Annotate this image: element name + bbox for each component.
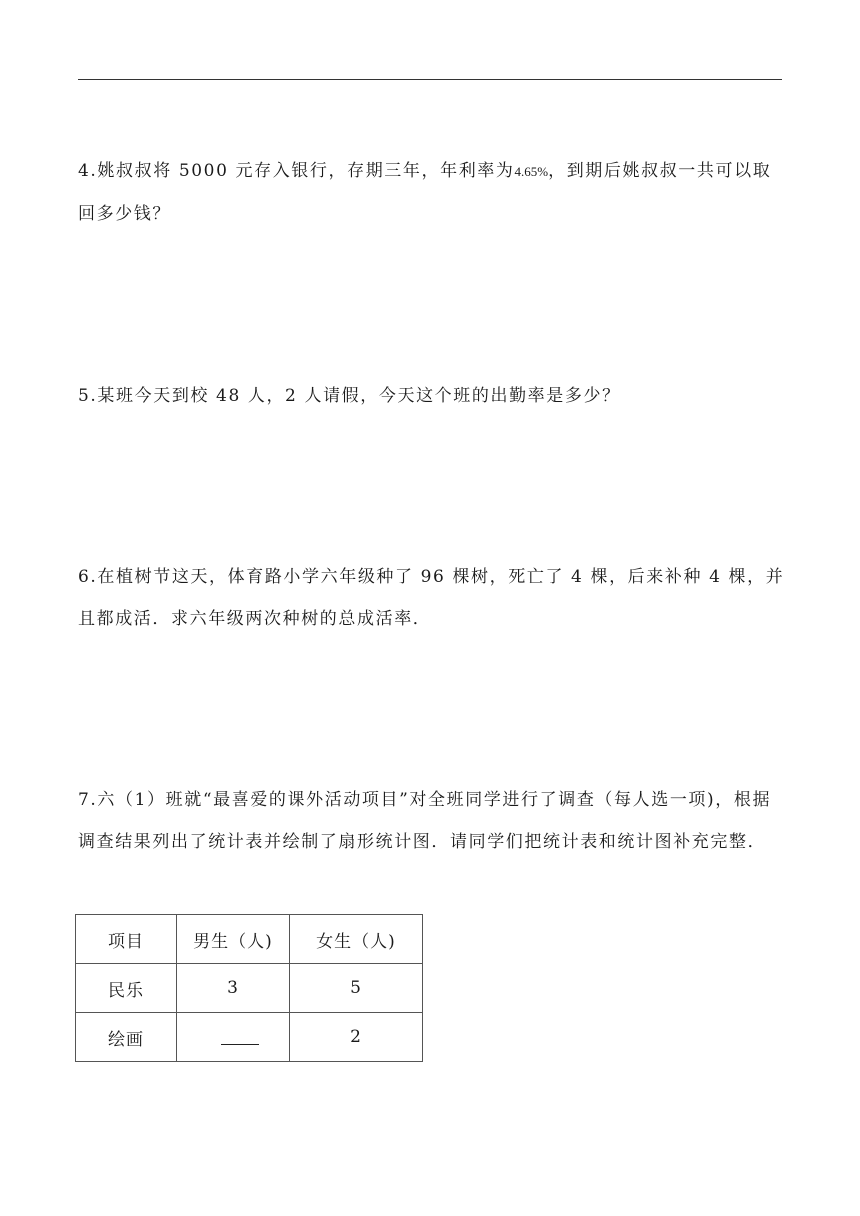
table-header-row: [76, 915, 423, 964]
row-boys: 3: [177, 964, 290, 1013]
row-boys-blank: [177, 1013, 290, 1062]
table-row: [76, 1013, 423, 1062]
fill-in-blank: [221, 1030, 259, 1045]
table-row: [76, 964, 423, 1013]
problem-4-rate: 4.65%: [514, 164, 549, 179]
header-girls: 女生（人): [290, 915, 423, 964]
row-girls: 5: [290, 964, 423, 1013]
header-item: 项目: [76, 915, 177, 964]
problem-4-prefix: 4.姚叔叔将 5000 元存入银行，存期三年，年利率为: [78, 161, 515, 181]
problem-4: [78, 150, 788, 235]
header-rule: [78, 79, 782, 80]
problem-5: 5.某班今天到校 48 人，2 人请假，今天这个班的出勤率是多少？: [78, 386, 621, 406]
row-item: 民乐: [76, 964, 177, 1013]
row-item: 绘画: [76, 1013, 177, 1062]
row-girls: 2: [290, 1013, 423, 1062]
statistics-table: [75, 914, 423, 1062]
problem-6: 6.在植树节这天，体育路小学六年级种了 96 棵树，死亡了 4 棵，后来补种 4 棵，并且都成活．求六年级两次种树的总成活率．: [78, 567, 785, 629]
problem-7: 7.六（1）班就“最喜爱的课外活动项目”对全班同学进行了调查（每人选一项)，根据调查结果列出了统计表并绘制了扇形统计图．请同学们把统计表和统计图补充完整．: [78, 790, 772, 852]
header-boys: 男生（人): [177, 915, 290, 964]
problem-4-suffix: ，到期后姚叔叔一共可以取回多少钱？: [78, 161, 772, 224]
